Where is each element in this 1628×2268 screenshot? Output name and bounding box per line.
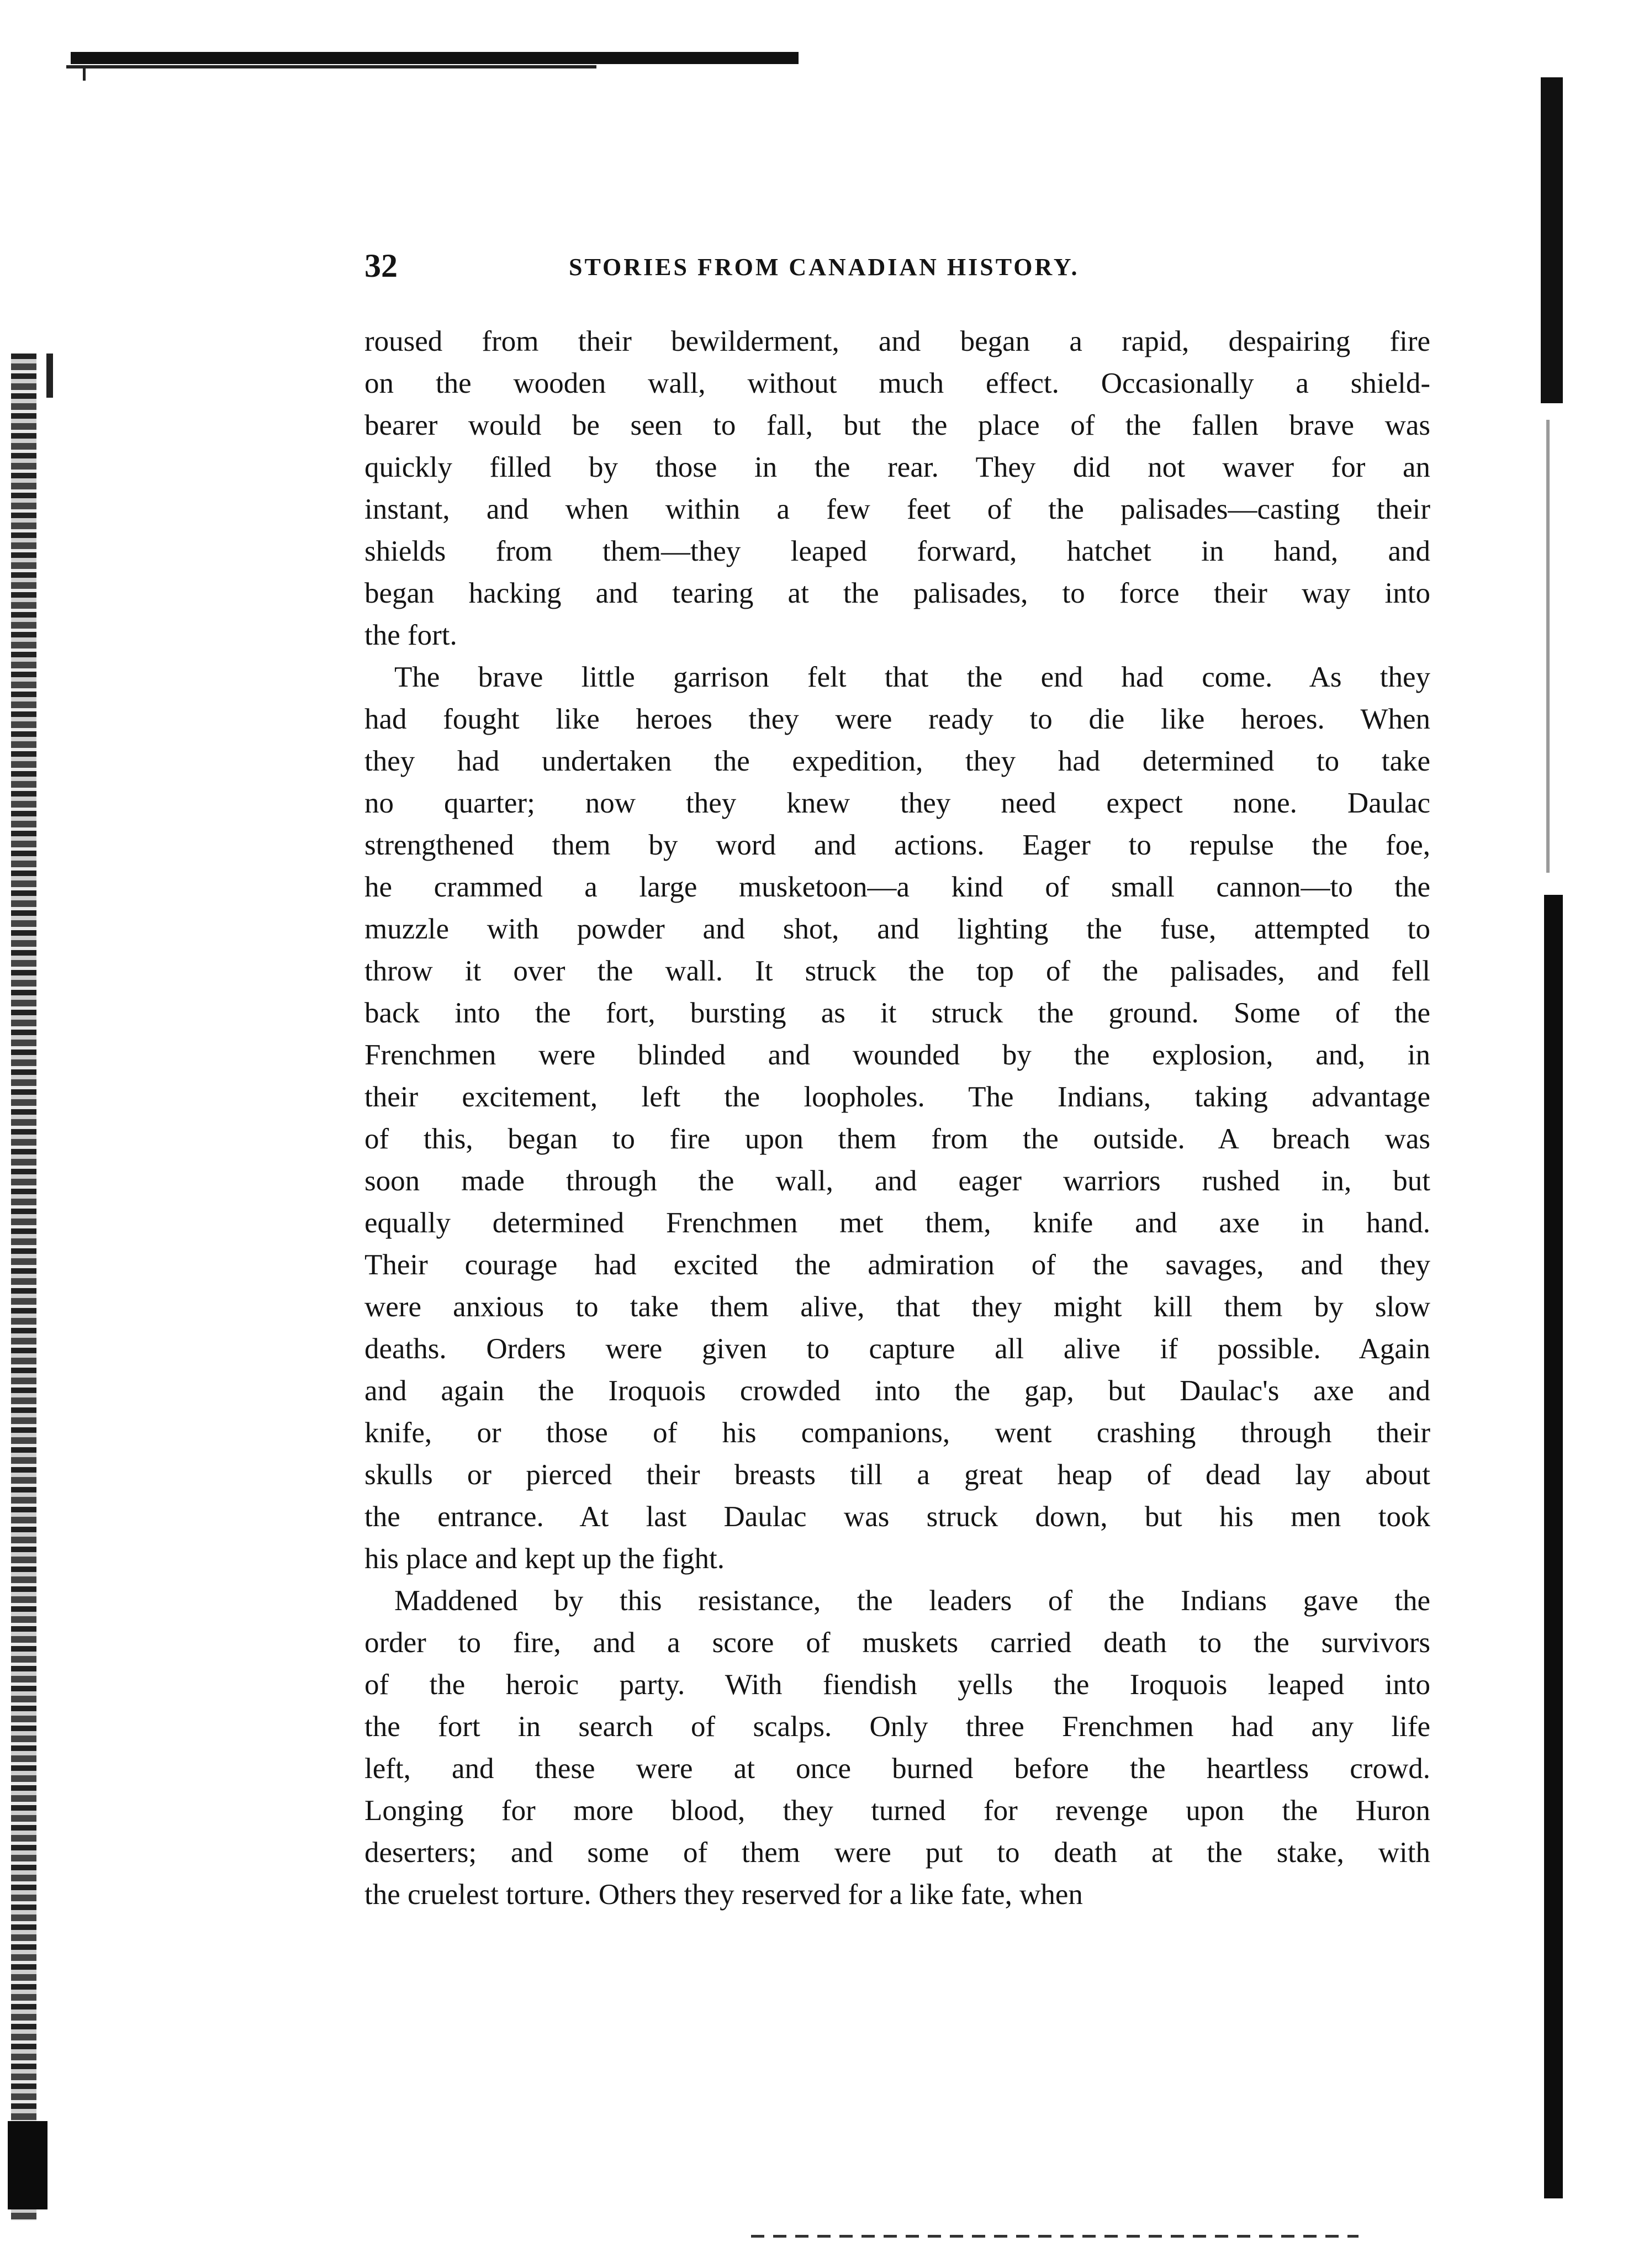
text-line: the fort in search of scalps. Only three Frenchmen had any life: [364, 1711, 1430, 1743]
running-head: [364, 246, 1430, 285]
text-line: were anxious to take them alive, that they might kill them by slow: [364, 1291, 1430, 1323]
text-line: instant, and when within a few feet of the palisades—casting their: [364, 493, 1430, 525]
text-line: their excitement, left the loopholes. The Indians, taking advantage: [364, 1081, 1430, 1113]
text-line: strengthened them by word and actions. Eager to repulse the foe,: [364, 829, 1430, 861]
text-line: they had undertaken the expedition, they had determined to take: [364, 745, 1430, 777]
text-line: back into the fort, bursting as it struck the ground. Some of the: [364, 997, 1430, 1029]
text-line: Their courage had excited the admiration of the savages, and they: [364, 1249, 1430, 1281]
right-page-edge-faint: [1546, 420, 1550, 873]
right-page-edge-lower: [1544, 895, 1563, 2198]
text-line: no quarter; now they knew they need expect none. Daulac: [364, 787, 1430, 819]
body-text: [364, 320, 1430, 1916]
text-line: deserters; and some of them were put to death at the stake, with: [364, 1837, 1430, 1869]
text-line: roused from their bewilderment, and began a rapid, despairing fire: [364, 325, 1430, 357]
text-line: of this, began to fire upon them from the outside. A breach was: [364, 1123, 1430, 1155]
bottom-scan-marks: [751, 2235, 1359, 2238]
text-line: throw it over the wall. It struck the top of the palisades, and fell: [364, 955, 1430, 987]
paragraph: [364, 656, 1430, 1580]
text-line: equally determined Frenchmen met them, knife and axe in hand.: [364, 1207, 1430, 1239]
text-line: muzzle with powder and shot, and lighting the fuse, attempted to: [364, 913, 1430, 945]
text-line: on the wooden wall, without much effect. Occasionally a shield-: [364, 367, 1430, 399]
top-rule: [71, 52, 799, 64]
right-page-edge: [1541, 77, 1563, 403]
left-binding-corner: [8, 2121, 47, 2209]
text-line: deaths. Orders were given to capture all alive if possible. Again: [364, 1333, 1430, 1365]
running-title: STORIES FROM CANADIAN HISTORY.: [569, 254, 1080, 281]
page-number: 32: [364, 247, 398, 284]
text-line: of the heroic party. With fiendish yells the Iroquois leaped into: [364, 1669, 1430, 1701]
text-line: Maddened by this resistance, the leaders of the Indians gave the: [394, 1585, 1430, 1617]
text-line: Frenchmen were blinded and wounded by the explosion, and, in: [364, 1039, 1430, 1071]
top-rule-thin: [66, 65, 596, 68]
text-line: shields from them—they leaped forward, hatchet in hand, and: [364, 535, 1430, 567]
top-rule-hook: [83, 65, 86, 81]
left-binding-edge: [11, 354, 36, 2220]
left-binding-mark: [46, 354, 53, 398]
text-line: bearer would be seen to fall, but the place of the fallen brave was: [364, 409, 1430, 441]
text-line: the fort.: [364, 619, 457, 651]
text-line: the entrance. At last Daulac was struck down, but his men took: [364, 1501, 1430, 1533]
paragraph: [364, 320, 1430, 656]
text-line: quickly filled by those in the rear. They did not waver for an: [364, 451, 1430, 483]
text-line: Longing for more blood, they turned for revenge upon the Huron: [364, 1795, 1430, 1827]
text-line: and again the Iroquois crowded into the gap, but Daulac's axe and: [364, 1375, 1430, 1407]
text-line: The brave little garrison felt that the end had come. As they: [394, 661, 1430, 693]
text-line: had fought like heroes they were ready to die like heroes. When: [364, 703, 1430, 735]
text-line: knife, or those of his companions, went crashing through their: [364, 1417, 1430, 1449]
text-line: soon made through the wall, and eager warriors rushed in, but: [364, 1165, 1430, 1197]
text-line: left, and these were at once burned before the heartless crowd.: [364, 1753, 1430, 1785]
text-line: his place and kept up the fight.: [364, 1543, 725, 1575]
paragraph: [364, 1580, 1430, 1916]
text-line: began hacking and tearing at the palisades, to force their way into: [364, 577, 1430, 609]
text-line: the cruelest torture. Others they reserved for a like fate, when: [364, 1879, 1083, 1911]
text-line: skulls or pierced their breasts till a great heap of dead lay about: [364, 1459, 1430, 1491]
text-line: order to fire, and a score of muskets carried death to the survivors: [364, 1627, 1430, 1659]
text-line: he crammed a large musketoon—a kind of small cannon—to the: [364, 871, 1430, 903]
